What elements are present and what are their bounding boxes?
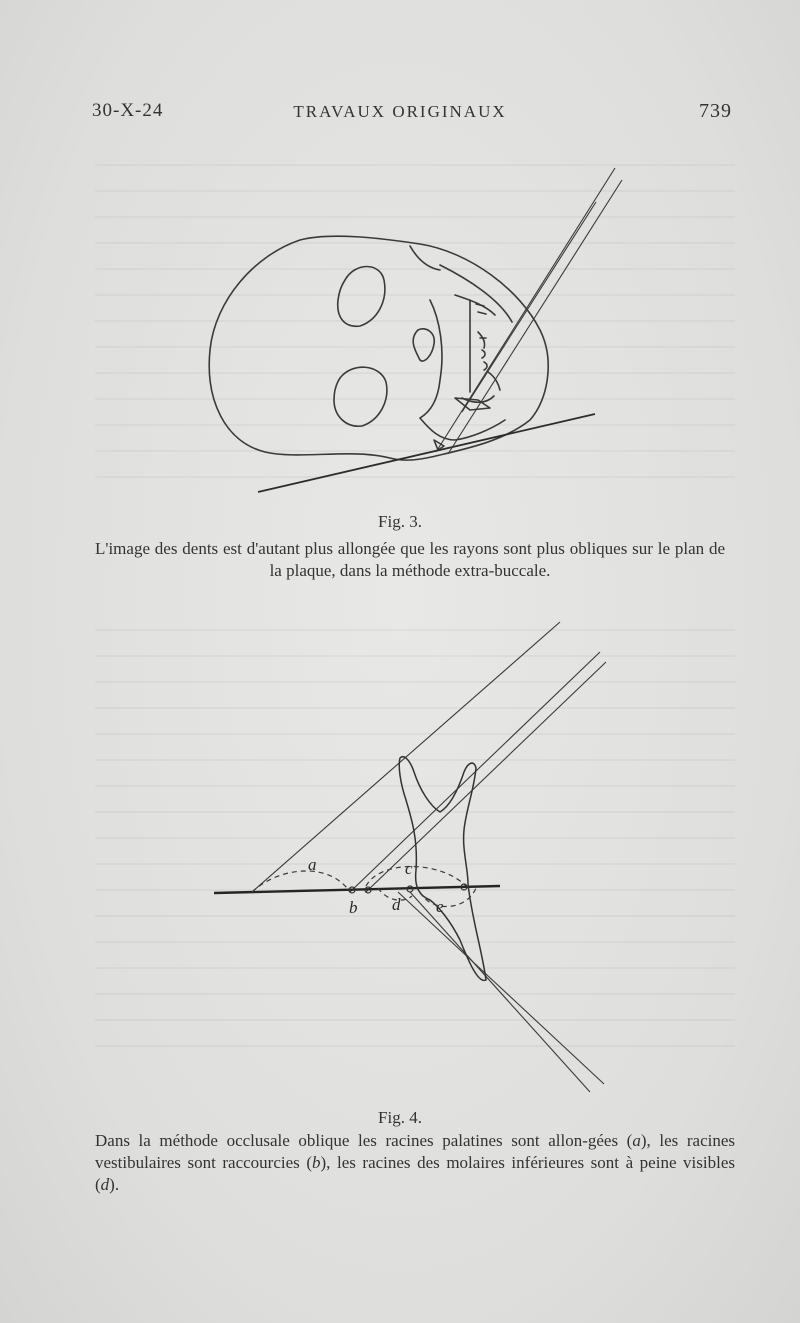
ray-d-1 [398,892,604,1084]
caption-text-3: ), les racines des molaires inférieures sont à peine visibles ( [95,1153,735,1194]
ray-d-2 [410,892,590,1092]
label-c: c [405,859,413,878]
caption-text-4: ). [109,1175,120,1194]
figure-3-label: Fig. 3. [378,512,422,531]
caption-ref-b: b [312,1153,321,1172]
arc-e [420,888,476,907]
page-number: 739 [699,100,732,122]
label-e: e [436,897,444,916]
label-d: d [392,895,401,914]
caption-ref-a: a [632,1131,641,1150]
figure-4-caption [95,1130,735,1196]
caption-ref-d: d [100,1175,110,1194]
figure-4-label: Fig. 4. [378,1108,422,1127]
ray-c [366,662,606,892]
ray-a [252,622,560,892]
figure-3-caption: L'image des dents est d'autant plus allongée que les rayons sont plus obliques sur le plan de la plaque, dans la méthode extra-buccale. [95,539,725,580]
header-title: TRAVAUX ORIGINAUX [293,102,507,121]
caption-text-1: Dans la méthode occlusale oblique les racines palatines sont allon-gées ( [95,1131,633,1150]
label-a: a [308,855,317,874]
header-date: 30-X-24 [92,100,164,121]
label-b: b [349,898,358,917]
caption-text-2: ), les racines vestibulaires sont raccourcies ( [95,1131,736,1172]
